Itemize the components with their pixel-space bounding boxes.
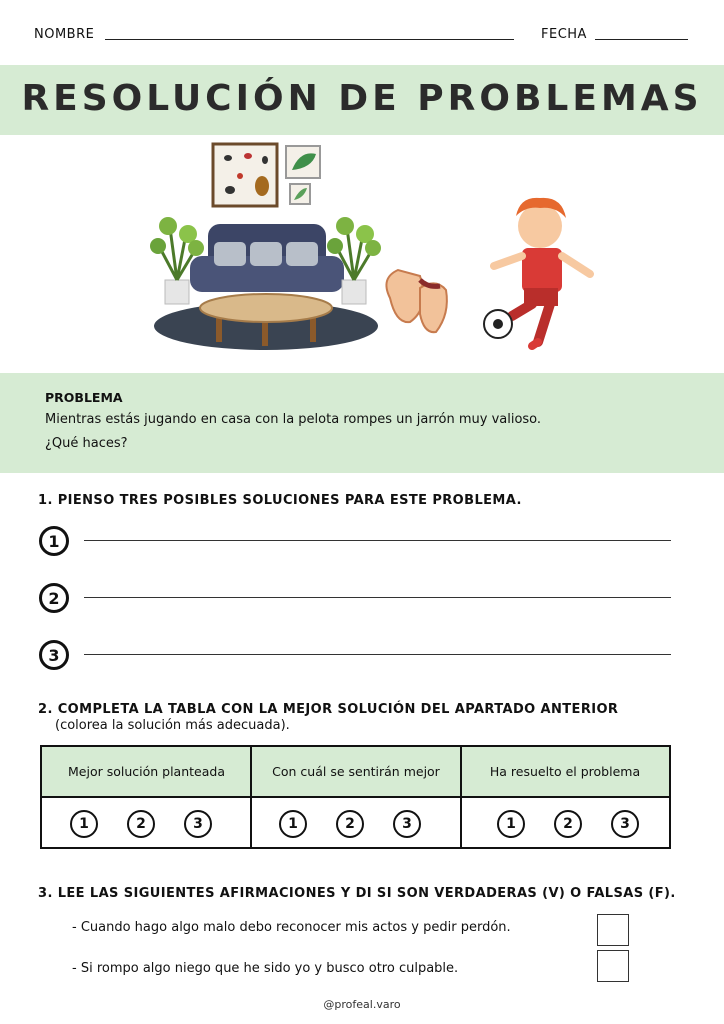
answer-box-2[interactable]	[597, 950, 629, 982]
table-option-2[interactable]: 2	[127, 810, 155, 838]
table-option-3[interactable]: 3	[611, 810, 639, 838]
name-label: NOMBRE	[34, 27, 95, 42]
solution-number-1: 1	[39, 526, 69, 556]
solution-number-3: 3	[39, 640, 69, 670]
author-credit: @profeal.varo	[323, 998, 401, 1011]
section3-title: 3. LEE LAS SIGUIENTES AFIRMACIONES Y DI SI SON VERDADERAS (V) O FALSAS (F).	[38, 886, 676, 901]
section1-title: 1. PIENSO TRES POSIBLES SOLUCIONES PARA ESTE PROBLEMA.	[38, 493, 522, 508]
table-header-solved: Ha resuelto el problema	[461, 747, 669, 798]
soccer-ball-icon	[484, 310, 512, 338]
table-option-1[interactable]: 1	[70, 810, 98, 838]
insect-frame-icon	[213, 144, 277, 206]
date-field-line[interactable]	[595, 39, 688, 40]
problem-question: ¿Qué haces?	[45, 436, 128, 451]
table-option-3[interactable]: 3	[184, 810, 212, 838]
solution-number-2: 2	[39, 583, 69, 613]
page-title: RESOLUCIÓN DE PROBLEMAS	[21, 78, 703, 119]
section2-title: 2. COMPLETA LA TABLA CON LA MEJOR SOLUCIÓN DEL APARTADO ANTERIOR	[38, 702, 619, 717]
table-header-best-solution: Mejor solución planteada	[42, 747, 251, 798]
name-field-line[interactable]	[105, 39, 514, 40]
problem-heading: PROBLEMA	[45, 390, 123, 405]
date-label: FECHA	[541, 27, 587, 42]
statement-2: - Si rompo algo niego que he sido yo y busco otro culpable.	[72, 961, 459, 976]
section2-subtitle: (colorea la solución más adecuada).	[55, 718, 290, 733]
table-option-1[interactable]: 1	[497, 810, 525, 838]
table-option-1[interactable]: 1	[279, 810, 307, 838]
solutions-table	[40, 745, 671, 849]
answer-box-1[interactable]	[597, 914, 629, 946]
table-divider	[460, 747, 462, 847]
living-room-illustration	[0, 138, 724, 368]
coffee-table-icon	[200, 294, 332, 346]
statement-1: - Cuando hago algo malo debo reconocer mis actos y pedir perdón.	[72, 920, 511, 935]
table-divider	[250, 747, 252, 847]
sofa-icon	[190, 224, 344, 292]
table-option-2[interactable]: 2	[554, 810, 582, 838]
table-option-2[interactable]: 2	[336, 810, 364, 838]
leaf-frame-icon	[286, 146, 320, 204]
solution-line-2[interactable]	[84, 597, 671, 598]
broken-vase-icon	[386, 270, 446, 332]
solution-line-1[interactable]	[84, 540, 671, 541]
table-header-feel-better: Con cuál se sentirán mejor	[251, 747, 461, 798]
solution-line-3[interactable]	[84, 654, 671, 655]
table-option-3[interactable]: 3	[393, 810, 421, 838]
problem-statement: Mientras estás jugando en casa con la pelota rompes un jarrón muy valioso.	[45, 412, 542, 427]
